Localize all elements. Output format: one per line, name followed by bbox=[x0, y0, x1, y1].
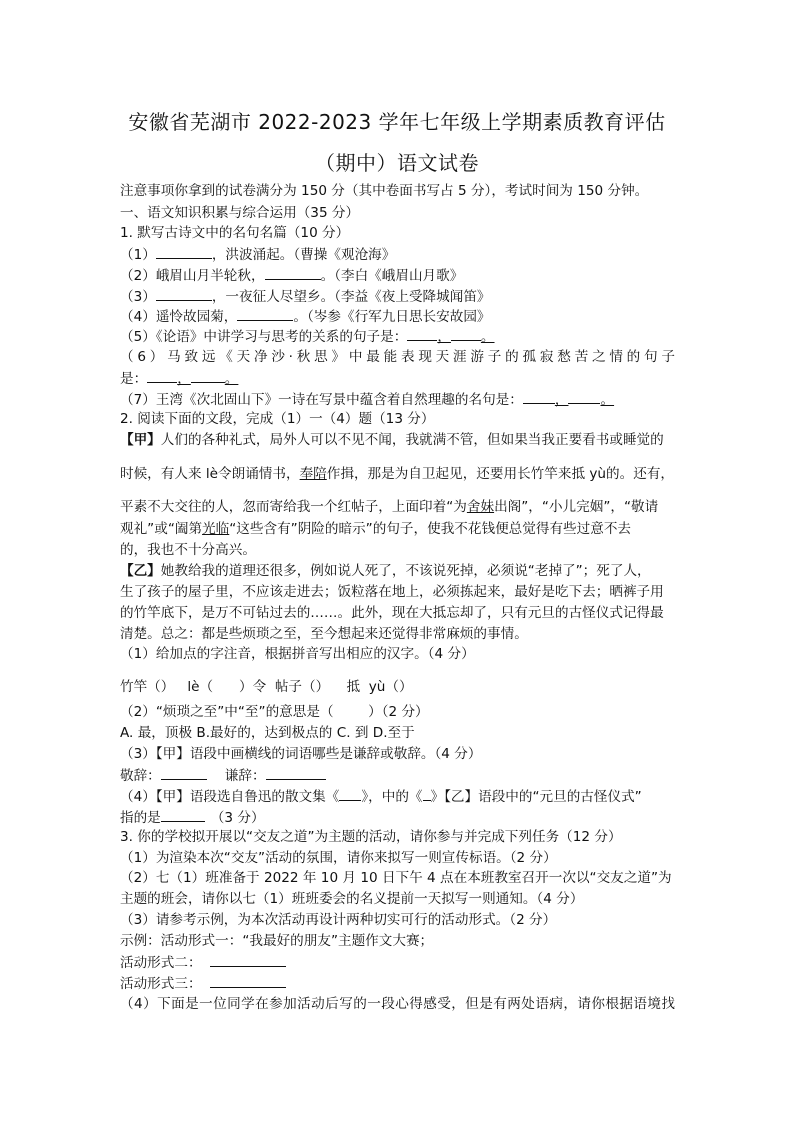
q1-item-7: （7）王湾《次北固山下》一诗在写景中蕴含着自然理趣的名句是： ， 。 bbox=[120, 392, 615, 408]
q2-sub-1-blanks: 竹竿（） lè（ ）令 帖子（） 抵 yù（） bbox=[120, 679, 413, 695]
q3-form-3: 活动形式三： bbox=[120, 974, 286, 993]
q1-item-4: （4）遥怜故园菊， 。（岑参《行军九日思长安故园》 bbox=[120, 309, 491, 325]
q3-heading: 3. 你的学校拟开展以“交友之道”为主题的活动，请你参与并完成下列任务（12 分） bbox=[120, 829, 622, 845]
passage-jia-line4: 观礼”或“阖第光临“这些含有”阴险的暗示”的句子，使我不花钱便总觉得有些过意不去 bbox=[120, 521, 632, 537]
q1-heading: 1. 默写古诗文中的名句名篇（10 分） bbox=[120, 225, 350, 241]
q1-item-6: （6）马致远《天净沙·秋思》中最能表现天涯游子的孤寂愁苦之情的句子 bbox=[120, 349, 675, 365]
q3-sub-1: （1）为渲染本次“交友”活动的氛围，请你来拟写一则宣传标语。（2 分） bbox=[120, 850, 557, 866]
passage-jia-line5: 的，我也不十分高兴。 bbox=[120, 542, 256, 558]
q2-sub-3-answer: 敬辞： 谦辞： bbox=[120, 766, 326, 785]
q3-example: 示例：活动形式一：“我最好的朋友”主题作文大赛； bbox=[120, 933, 434, 949]
q3-sub-2: （2）七（1）班准备于 2022 年 10 月 10 日下午 4 点在本班教室召开一次以“交友之道”为 bbox=[120, 870, 672, 886]
q2-sub-3: （3）【甲】语段中画横线的词语哪些是谦辞或敬辞。（4 分） bbox=[120, 746, 482, 762]
q2-heading: 2. 阅读下面的文段，完成（1）一（4）题（13 分） bbox=[120, 411, 435, 427]
q1-item-1: （1） ，洪波涌起。（曹操《观沧海》 bbox=[120, 247, 396, 263]
q1-item-6-answer: 是： ， 。 bbox=[120, 371, 239, 387]
section-heading: 一、语文知识积累与综合运用（35 分） bbox=[120, 205, 360, 221]
q1-item-5: （5）《论语》中讲学习与思考的关系的句子是： ， 。 bbox=[120, 329, 495, 345]
passage-jia-line2: 时候，有人来 lè令朗诵情书，奉陪作揖，那是为自卫起见，还要用长竹竿来抵 yù的。还有， bbox=[120, 466, 675, 482]
q2-sub-4-answer: 指的是 （3 分） bbox=[120, 810, 265, 826]
q1-item-2: （2）峨眉山月半轮秋， 。（李白《峨眉山月歌》 bbox=[120, 268, 464, 284]
passage-yi-line4: 清楚。总之：都是些烦琐之至，至今想起来还觉得非常麻烦的事情。 bbox=[120, 626, 528, 642]
q2-sub-4: （4）【甲】语段选自鲁迅的散文集《 》，中的《 》【乙】语段中的“元旦的古怪仪式” bbox=[120, 789, 642, 805]
passage-yi-line2: 生了孩子的屋子里，不应该走进去；饭粒落在地上，必须拣起来，最好是吃下去；晒裤子用 bbox=[120, 584, 664, 600]
exam-title-line2: （期中）语文试卷 bbox=[315, 151, 479, 175]
passage-yi-line3: 的竹竿底下，是万不可钻过去的……。此外，现在大抵忘却了，只有元旦的古怪仪式记得最 bbox=[120, 605, 664, 621]
passage-jia-line3: 平素不大交往的人，忽而寄给我一个红帖子，上面印着“为舍妹出阁”，“小儿完姻”，“敬请 bbox=[120, 499, 659, 515]
q3-sub-3: （3）请参考示例，为本次活动再设计两种切实可行的活动形式。（2 分） bbox=[120, 912, 557, 928]
q3-sub-2-cont: 主题的班会，请你以七（1）班班委会的名义提前一天拟写一则通知。（4 分） bbox=[120, 891, 584, 907]
q2-sub-2: （2）“烦琐之至”中“至”的意思是（ ）（2 分） bbox=[120, 704, 429, 720]
q3-sub-4: （4）下面是一位同学在参加活动后写的一段心得感受，但是有两处语病，请你根据语境找 bbox=[120, 996, 675, 1012]
passage-jia-line1: 【甲】人们的各种礼式，局外人可以不见不闻，我就满不管，但如果当我正要看书或睡觉的 bbox=[120, 432, 664, 448]
notice-text: 注意事项你拿到的试卷满分为 150 分（其中卷面书写占 5 分），考试时间为 150 分钟。 bbox=[120, 183, 649, 199]
q2-sub-2-options: A. 最，顶极 B.最好的，达到极点的 C. 到 D.至于 bbox=[120, 725, 415, 741]
q3-form-2: 活动形式二： bbox=[120, 953, 286, 972]
passage-yi-line1: 【乙】她教给我的道理还很多，例如说人死了，不该说死掉，必须说“老掉了”；死了人， bbox=[120, 563, 651, 579]
q2-sub-1: （1）给加点的字注音，根据拼音写出相应的汉字。（4 分） bbox=[120, 646, 475, 662]
exam-title-line1: 安徽省芜湖市 2022-2023 学年七年级上学期素质教育评估 bbox=[128, 110, 666, 134]
q1-item-3: （3） ，一夜征人尽望乡。（李益《夜上受降城闻笛》 bbox=[120, 289, 491, 305]
